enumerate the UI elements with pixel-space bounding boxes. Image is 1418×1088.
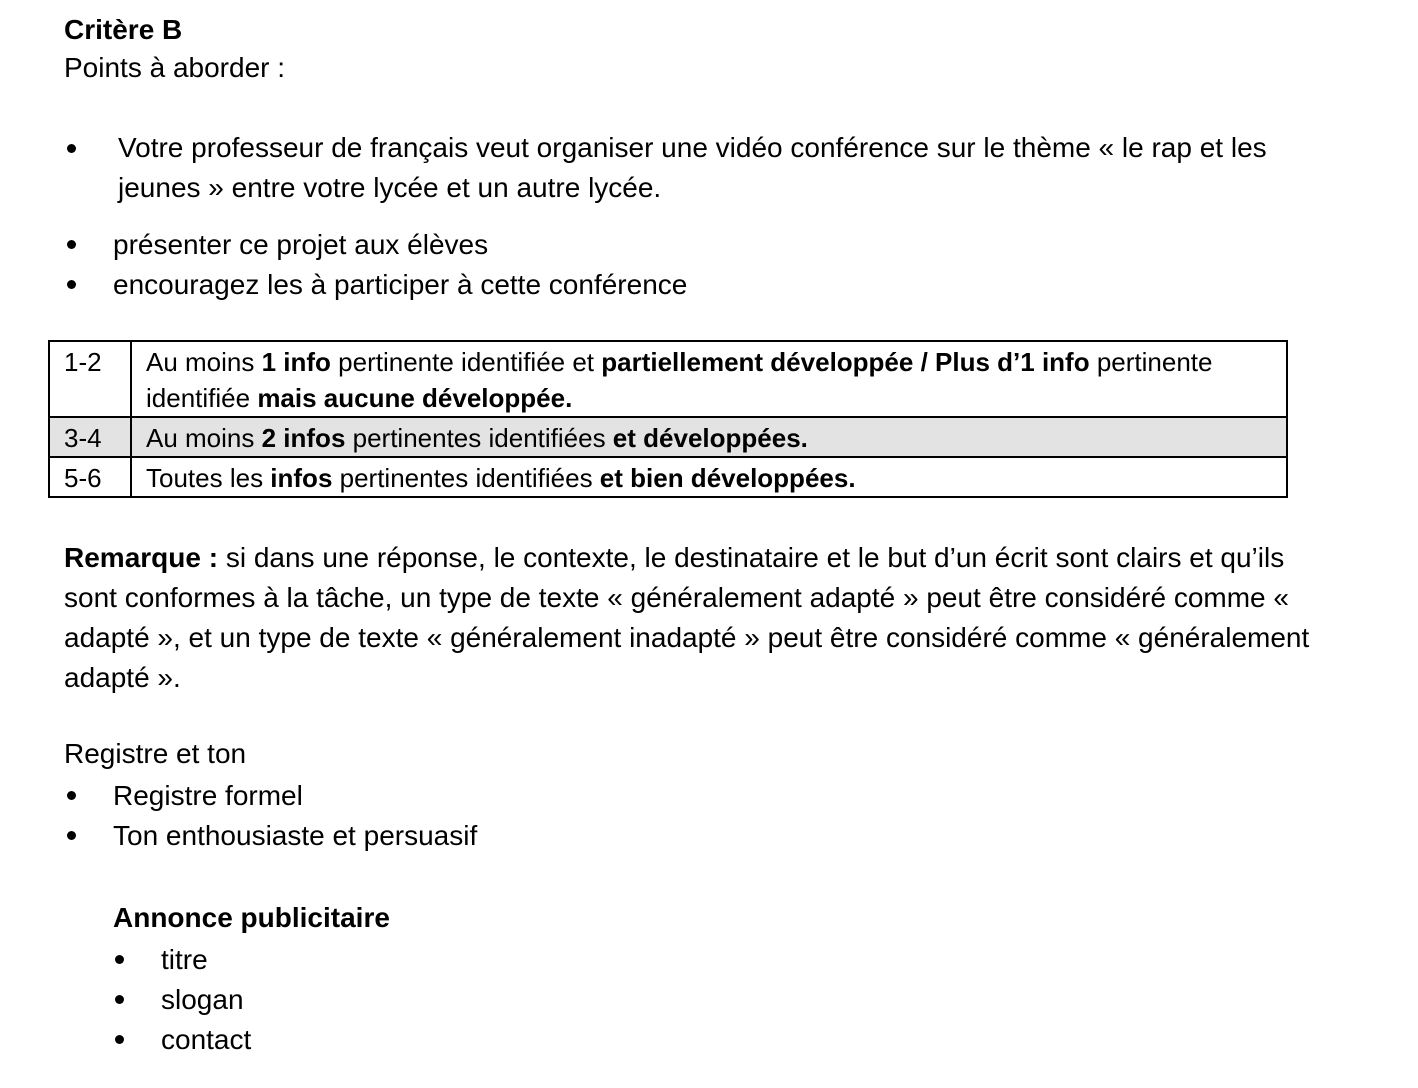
annonce-heading: Annonce publicitaire xyxy=(113,902,390,933)
text-segment: Au moins xyxy=(146,347,262,377)
intro-list xyxy=(64,128,1304,208)
bold-text-segment: 2 infos xyxy=(261,423,346,453)
list-item xyxy=(113,940,251,980)
annonce-list xyxy=(113,940,251,1060)
annonce-item-text: slogan xyxy=(161,984,244,1015)
score-cell: 5-6 xyxy=(49,457,131,497)
registre-list xyxy=(64,776,477,856)
table-row xyxy=(49,417,1287,457)
bullet-icon xyxy=(67,144,76,153)
task-item-text: présenter ce projet aux élèves xyxy=(113,229,489,260)
rubric-table xyxy=(48,340,1288,498)
list-item xyxy=(64,128,1304,208)
remarque-paragraph xyxy=(64,538,1334,698)
criterion-heading: Critère B xyxy=(64,14,183,45)
text-segment: pertinente identifiée et xyxy=(330,347,602,377)
remarque-text: si dans une réponse, le contexte, le destinataire et le but d’un écrit sont clairs et qu’ils sont conformes à la tâche, un type de texte « généralement adapté » peut être considéré comme « adapté », et un type de texte « généralement inadapté » peut être considéré comme « généralement adapté ». xyxy=(64,542,1310,693)
annonce-item-text: contact xyxy=(161,1024,252,1055)
list-item xyxy=(64,776,477,816)
bold-text-segment: mais aucune développée. xyxy=(257,383,573,413)
bold-text-segment: et bien développées. xyxy=(599,463,856,493)
list-item xyxy=(113,980,251,1020)
bold-text-segment: infos xyxy=(270,463,333,493)
annonce-item-text: titre xyxy=(161,944,208,975)
description-cell xyxy=(131,417,1287,457)
bullet-icon xyxy=(115,995,124,1004)
bullet-icon xyxy=(67,240,76,249)
registre-heading: Registre et ton xyxy=(64,738,247,769)
bold-text-segment: partiellement développée / Plus d’1 info xyxy=(601,347,1090,377)
table-row xyxy=(49,457,1287,497)
description-cell xyxy=(131,457,1287,497)
score-cell: 1-2 xyxy=(49,341,131,417)
table-row xyxy=(49,341,1287,417)
tasks-list xyxy=(64,225,1304,305)
bullet-icon xyxy=(67,791,76,800)
description-cell xyxy=(131,341,1287,417)
registre-item-text: Ton enthousiaste et persuasif xyxy=(113,820,478,851)
text-segment: Toutes les xyxy=(146,463,271,493)
bold-text-segment: et développées. xyxy=(612,423,808,453)
points-subheading: Points à aborder : xyxy=(64,52,286,83)
text-segment: pertinentes identifiées xyxy=(332,463,600,493)
intro-item-text: Votre professeur de français veut organiser une vidéo conférence sur le thème « le rap et les jeunes » entre votre lycée et un autre lycée. xyxy=(118,132,1267,203)
list-item xyxy=(64,265,1304,305)
task-item-text: encouragez les à participer à cette conférence xyxy=(113,269,688,300)
bullet-icon xyxy=(67,831,76,840)
score-cell: 3-4 xyxy=(49,417,131,457)
bullet-icon xyxy=(115,955,124,964)
text-segment: pertinentes identifiées xyxy=(345,423,613,453)
list-item xyxy=(113,1020,251,1060)
registre-item-text: Registre formel xyxy=(113,780,303,811)
bullet-icon xyxy=(115,1035,124,1044)
text-segment: pertinente identifiée xyxy=(146,347,1213,413)
text-segment: Au moins xyxy=(146,423,262,453)
bold-text-segment: 1 info xyxy=(261,347,331,377)
bullet-icon xyxy=(67,280,76,289)
list-item xyxy=(64,225,1304,265)
list-item xyxy=(64,816,477,856)
remarque-label: Remarque : xyxy=(64,542,219,573)
